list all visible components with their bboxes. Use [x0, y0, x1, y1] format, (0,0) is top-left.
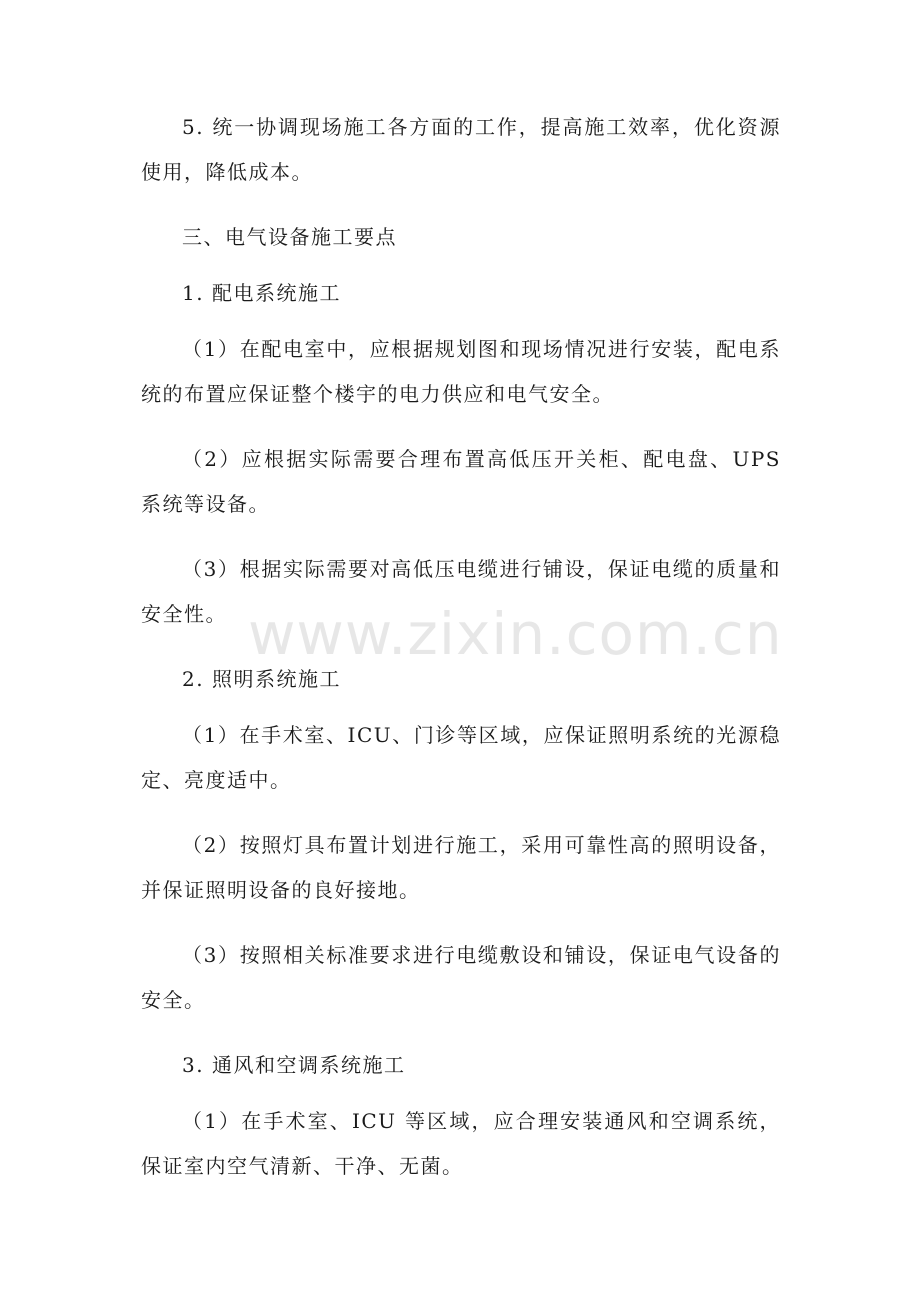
- paragraph-item-5: 5. 统一协调现场施工各方面的工作，提高施工效率，优化资源使用，降低成本。: [141, 115, 781, 184]
- watermark: www.zixin.com.cn: [248, 600, 783, 668]
- paragraph-distribution-3: （3）根据实际需要对高低压电缆进行铺设，保证电缆的质量和安全性。: [141, 557, 781, 626]
- paragraph-lighting-3: （3）按照相关标准要求进行电缆敷设和铺设，保证电气设备的安全。: [141, 943, 781, 1012]
- subsection-heading-distribution: 1. 配电系统施工: [182, 281, 341, 305]
- paragraph-lighting-1: （1）在手术室、ICU、门诊等区域，应保证照明系统的光源稳定、亮度适中。: [141, 723, 781, 792]
- subsection-heading-hvac: 3. 通风和空调系统施工: [182, 1053, 406, 1077]
- paragraph-lighting-2: （2）按照灯具布置计划进行施工，采用可靠性高的照明设备，并保证照明设备的良好接地。: [141, 833, 781, 902]
- document-body: [141, 105, 781, 1209]
- paragraph-distribution-1: （1）在配电室中，应根据规划图和现场情况进行安装，配电系统的布置应保证整个楼宇的电力供应和电气安全。: [141, 337, 781, 406]
- subsection-heading-lighting: 2. 照明系统施工: [182, 667, 341, 691]
- paragraph-distribution-2: （2）应根据实际需要合理布置高低压开关柜、配电盘、UPS 系统等设备。: [141, 447, 781, 516]
- section-heading-electrical: 三、电气设备施工要点: [182, 225, 397, 249]
- paragraph-hvac-1: （1）在手术室、ICU 等区域，应合理安装通风和空调系统，保证室内空气清新、干净、无菌。: [141, 1109, 781, 1178]
